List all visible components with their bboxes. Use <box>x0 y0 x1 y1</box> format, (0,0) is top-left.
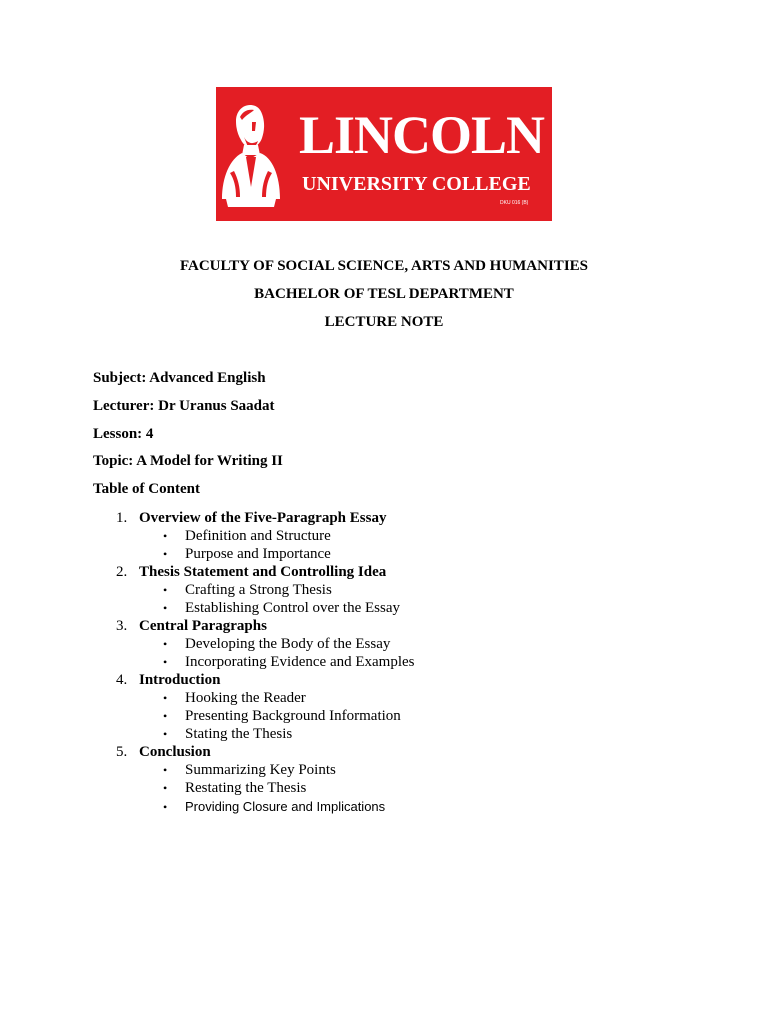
bullet-icon: • <box>163 709 168 723</box>
toc-section-number: 1. <box>116 510 128 526</box>
toc-item: Incorporating Evidence and Examples <box>185 654 415 670</box>
bullet-icon: • <box>163 781 168 795</box>
doc-type-heading: LECTURE NOTE <box>324 314 444 330</box>
toc-item: Presenting Background Information <box>185 708 401 724</box>
university-logo <box>216 87 552 221</box>
department-heading: BACHELOR OF TESL DEPARTMENT <box>254 286 514 302</box>
lecturer-line: Lecturer: Dr Uranus Saadat <box>93 398 275 414</box>
toc-section-title: Introduction <box>139 672 221 688</box>
bullet-icon: • <box>163 800 168 814</box>
logo-name: LINCOLN <box>299 105 545 165</box>
toc-title: Table of Content <box>93 481 200 497</box>
bullet-icon: • <box>163 763 168 777</box>
toc-item: Crafting a Strong Thesis <box>185 582 332 598</box>
toc-section-title: Conclusion <box>139 744 211 760</box>
toc-item: Establishing Control over the Essay <box>185 600 400 616</box>
toc-item: Stating the Thesis <box>185 726 293 742</box>
toc-section-number: 4. <box>116 672 128 688</box>
toc-item: Definition and Structure <box>185 528 331 544</box>
bullet-icon: • <box>163 655 168 669</box>
logo-code: DKU 016 (B) <box>500 200 529 206</box>
bullet-icon: • <box>163 727 168 741</box>
toc-item: Hooking the Reader <box>185 690 306 706</box>
faculty-heading: FACULTY OF SOCIAL SCIENCE, ARTS AND HUMANITIES <box>179 258 589 274</box>
bullet-icon: • <box>163 547 168 561</box>
toc-section-title: Central Paragraphs <box>139 618 267 634</box>
bullet-icon: • <box>163 691 168 705</box>
lesson-line: Lesson: 4 <box>93 426 154 442</box>
subject-line: Subject: Advanced English <box>93 370 266 386</box>
toc-section-title: Thesis Statement and Controlling Idea <box>139 564 387 580</box>
toc-section-number: 5. <box>116 744 128 760</box>
toc-item: Summarizing Key Points <box>185 762 336 778</box>
bullet-icon: • <box>163 601 168 615</box>
toc-section-title: Overview of the Five-Paragraph Essay <box>139 510 387 526</box>
bullet-icon: • <box>163 583 168 597</box>
bullet-icon: • <box>163 637 168 651</box>
topic-line: Topic: A Model for Writing II <box>93 453 283 469</box>
toc-section-number: 2. <box>116 564 128 580</box>
toc-section-number: 3. <box>116 618 128 634</box>
toc-item: Restating the Thesis <box>185 780 307 796</box>
bullet-icon: • <box>163 529 168 543</box>
toc-item: Developing the Body of the Essay <box>185 636 391 652</box>
lincoln-bust-icon <box>216 87 296 221</box>
toc-item: Purpose and Importance <box>185 546 331 562</box>
logo-subtitle: UNIVERSITY COLLEGE <box>302 173 531 195</box>
toc-item: Providing Closure and Implications <box>185 799 386 814</box>
